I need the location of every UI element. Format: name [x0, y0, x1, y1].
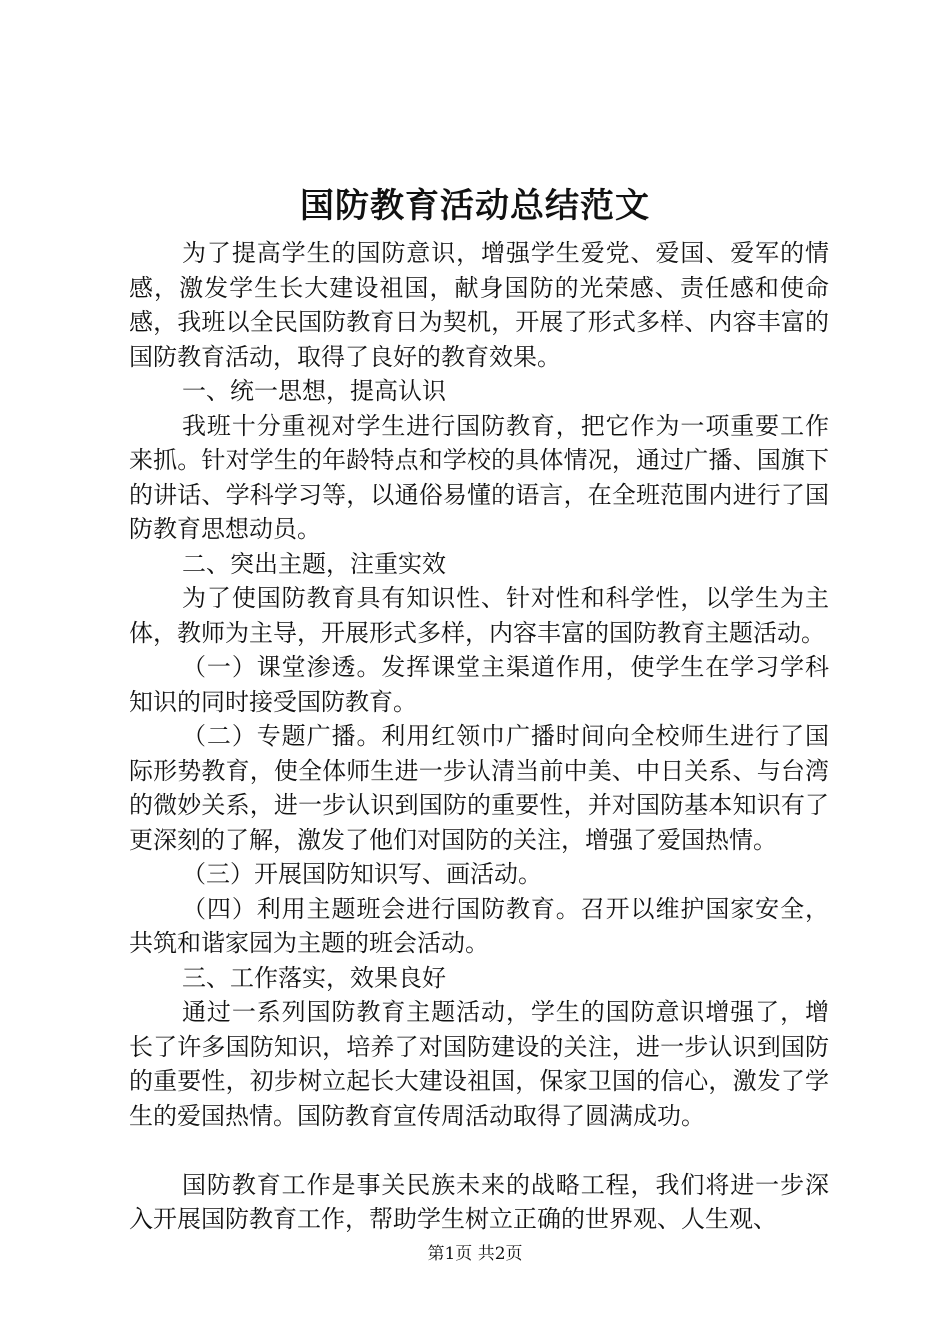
section-3-paragraph: 通过一系列国防教育主题活动，学生的国防意识增强了，增长了许多国防知识，培养了对国防建设的关注，进一步认识到国防的重要性，初步树立起长大建设祖国，保家卫国的信心，激发了学生的爱国热情。国防教育宣传周活动取得了圆满成功。	[129, 998, 829, 1130]
section-2-item-2: （二）专题广播。利用红领巾广播时间向全校师生进行了国际形势教育，使全体师生进一步认清当前中美、中日关系、与台湾的微妙关系，进一步认识到国防的重要性，并对国防基本知识有了更深刻的了解，激发了他们对国防的关注，增强了爱国热情。	[129, 722, 829, 854]
section-2-item-1: （一）课堂渗透。发挥课堂主渠道作用，使学生在学习学科知识的同时接受国防教育。	[129, 653, 829, 716]
blank-line	[129, 1133, 829, 1168]
intro-paragraph: 为了提高学生的国防意识，增强学生爱党、爱国、爱军的情感，激发学生长大建设祖国，献身国防的光荣感、责任感和使命感，我班以全民国防教育日为契机，开展了形式多样、内容丰富的国防教育活动，取得了良好的教育效果。	[129, 239, 829, 371]
section-2-item-4: （四）利用主题班会进行国防教育。召开以维护国家安全，共筑和谐家园为主题的班会活动。	[129, 894, 829, 957]
section-heading-2: 二、突出主题，注重实效	[182, 549, 446, 578]
section-heading-1: 一、统一思想，提高认识	[182, 377, 446, 405]
section-1-paragraph: 我班十分重视对学生进行国防教育，把它作为一项重要工作来抓。针对学生的年龄特点和学校的具体情况，通过广播、国旗下的讲话、学科学习等，以通俗易懂的语言，在全班范围内进行了国防教育思想动员。	[129, 411, 829, 543]
page-number-footer: 第1页 共2页	[427, 1244, 523, 1264]
closing-paragraph: 国防教育工作是事关民族未来的战略工程，我们将进一步深入开展国防教育工作，帮助学生树立正确的世界观、人生观、	[129, 1170, 829, 1233]
document-title: 国防教育活动总结范文	[300, 186, 650, 226]
document-body	[129, 236, 829, 1237]
section-2-item-3: （三）开展国防知识写、画活动。	[182, 860, 542, 888]
section-2-paragraph: 为了使国防教育具有知识性、针对性和科学性，以学生为主体，教师为主导，开展形式多样，内容丰富的国防教育主题活动。	[129, 584, 829, 647]
section-heading-3: 三、工作落实，效果良好	[182, 963, 446, 992]
